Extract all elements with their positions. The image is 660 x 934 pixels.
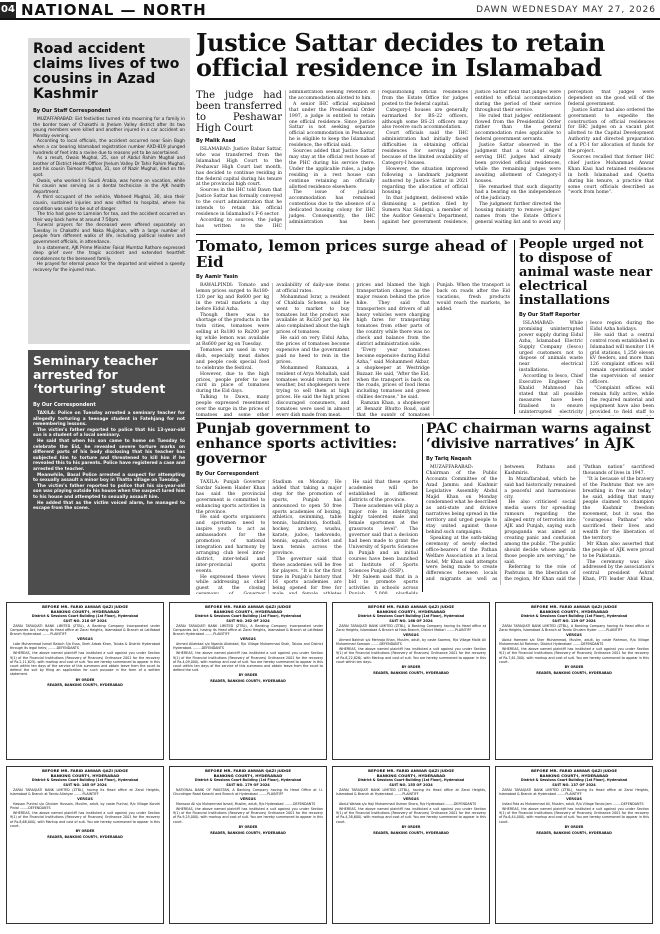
notice-vs: VERSUS xyxy=(77,797,93,802)
paragraph: He said that when his son came to home on Tuesday to celebrate the Eid, he revealed severe torture marks on different parts of his body disclosing that his teacher has subjected him to torture and threatened to kill him if he revealed this to his parents. Police have registered a case and arrested the teacher. xyxy=(33,438,185,472)
notice-vs: VERSUS xyxy=(77,637,93,642)
story-punjab-sports xyxy=(196,422,418,594)
notice-vs: VERSUS xyxy=(240,797,256,802)
paragraph: These academies will play a major role in identifying highly talented male and female sportsmen at the grassroots level”. The governor said that a decision had been made to grant the University of Sports Sciences in Punjab and an initial courses have been launched at Institute of Sports Sciences Punjab (ISSP). xyxy=(348,503,418,574)
paragraph: However, the situation improved following a landmark judgment authored by Justice Sattar in 2021 regarding the allocation of official housing. xyxy=(382,166,468,196)
notice-addr: District & Sessions Court Building (1st Floor), Hyderabad xyxy=(194,614,302,618)
notice-defendant: Ustad Fida as Muhammad Ali, Muslim, adult, R/o Village Tando Jam ........DEFENDANTS xyxy=(502,802,644,807)
paragraph: A third occupant of the vehicle, Waheed Mughal, 30, also their cousin, sustained injuries and was shifted to hospital, where his condition was said to be out of danger. xyxy=(33,195,185,212)
section-title: NATIONAL — NORTH xyxy=(21,1,207,19)
notice-suit: SUIT NO. 262 OF 2024 xyxy=(226,619,270,623)
paragraph: He prayed for eternal peace for the departed and wished a speedy recovery for the injured man. xyxy=(33,262,185,274)
notice-plaintiff: ZARAI TARAQIATI BANK LIMITED (ZTBL), having its Head office at Zarai Heights, Islamabad & Branch at Hyderabad ........PLAINTIFF xyxy=(336,788,486,797)
paragraph: However, due to the high prices, people prefer to use curd in place of tomatoes during the Eid days. xyxy=(196,371,270,395)
notice-vs: VERSUS xyxy=(240,637,256,642)
paragraph: prices and blamed the high transportation charges as the major reason behind the price hike. They said that transporters and drivers of all heavy vehicles were charging high fares for transporting tomatoes from other parts of the country while there was no check and balance from the district administration side. xyxy=(356,283,430,348)
notice-body: WHEREAS, the above named plaintiff has instituted a suit against you under Section 9(1) of the Financial Institutions (Recovery of Finances) Ordinance 2001 for the recovery of Rs.7,61,300/- with markup and cost of suit. You are hereby summoned to appear in this court. xyxy=(499,647,649,664)
paragraph: He said that these sports academies will be established in different districts of the province. xyxy=(348,480,418,503)
paragraph: TAXILA: Police on Tuesday arrested a seminary teacher for allegedly torturing a teenage student in Fatehjang for not remembering lessons. xyxy=(33,411,185,428)
byline: By Our Staff Reporter xyxy=(519,312,580,318)
byline: By Aamir Yasin xyxy=(196,274,238,280)
divider xyxy=(514,240,515,414)
paragraph: “It is because of the bravery of the Pashtuns that we are breathing in free air today,” he said, adding that many people claimed to champion the Kashmir freedom movement, but it was the “courageous Pathans” who sacrificed their lives and wealth for the liberation of the territory. xyxy=(582,476,654,541)
byline: By Our Correspondent xyxy=(33,402,96,408)
court-notice xyxy=(332,602,490,760)
notice-reader: READER, BANKING COURT-I, HYDERABAD xyxy=(536,670,612,675)
notice-addr: District & Sessions Court Building (1st Floor), Hyderabad xyxy=(357,614,465,618)
notice-suit: SUIT NO. 137 OF 2024 xyxy=(552,783,596,787)
court-notice xyxy=(6,602,164,760)
paragraph: Justice Sattar had also ordered the government to expedite the construction of official residences for IHC judges on a vacant plot allotted to the Capital Development Authority and directed preparation of a PC-I for allocation of funds for the project. xyxy=(568,107,654,155)
notice-court: BEFORE MR. FARID ANWAR QAZI JUDGE xyxy=(531,768,617,773)
notice-suit: SUIT NO. 129 OF 2024 xyxy=(552,619,596,623)
paragraph: He ruled that judges’ entitlement flowed from the Presidential Order rather than the general accommodation rules applicable to federal government servants. xyxy=(475,113,561,143)
paragraph: Referring to the role of Pashtuns in the liberation of the region, Mr Khan said the “Pathan nation” sacrificed thousands of lives in 1947. xyxy=(504,465,654,583)
paragraph: TAXILA: Punjab Governor Sardar Saleem Haider Khan has said the provincial government is committed to enhancing sports activities in the province. xyxy=(196,480,266,515)
court-notice xyxy=(169,766,327,924)
paragraph: Category-I houses are generally earmarked for BS-22 officers, although some BS-21 officers may also receive such accommodation. xyxy=(382,107,468,131)
notice-defendant: Late Muhammad Ismail Baloch S/o Essa, Sheh Arbab Khan, Taluka & District Hyderabad through its legal heirs; ........DEFENDANTS xyxy=(10,642,160,651)
headline: PAC chairman warns against ‘divisive narratives’ in AJK xyxy=(426,422,652,452)
deck: The judge had been transferred to Peshawar High Court xyxy=(196,90,282,134)
notice-reader: READER, BANKING COURT-I, HYDERABAD xyxy=(210,678,286,683)
paragraph: “Every year tomatoes become expensive during Eidul Azha,” said Mohammed Akbar, a shopkeeper at Westridge Bazaar. He said, “After the Eid, when the transport is back on the roads, prices of food items including tomatoes and green chillies decrease,” he said. xyxy=(356,347,430,401)
notice-reader: READER, BANKING COURT-I, HYDERABAD xyxy=(47,683,123,688)
story-animal-waste xyxy=(519,238,654,416)
notice-court: BEFORE MR. FARID ANWAR QAZI JUDGE xyxy=(368,604,454,609)
paragraph: He said on very Eidul Azha, the prices of tomatoes become expensive and the government paid no heed to rein in the prices. xyxy=(276,336,350,365)
divider xyxy=(422,424,423,592)
paragraph: ISLAMABAD: Justice Babar Sattar, who was transferred from the Islamabad High Court to the Peshawar High Court last month, has decided to continue residing in the federal capital during his tenure at the provincial high court. xyxy=(196,147,282,188)
notice-body: WHEREAS, the above named plaintiff has instituted a suit against you under Section 9(1) of the Financial Institutions (Recovery of Finances) Ordinance 2001 for the recovery of Rs.4,09,000/- with markup and cost of suit. You are hereby summoned to appear in this court within ten days of the service of this summons and obtain leave from the court to defend the suit. xyxy=(173,651,323,672)
notice-plaintiff: ZARAI TARAQIATI BANK LIMITED (ZTBL), A Banking Company having its Head office at Zarai Heights, Islamabad & Branch at Tando Ghulam Hyder ........PLAINTIFF xyxy=(499,624,649,633)
notice-plaintiff: ZARAI TARAQIATI BANK LIMITED (ZTBL), A Banking Company having its Head office at Zarai Heights, Islamabad & Branch at Hala Branch, District Matiari ........PLAINTIFF xyxy=(336,624,486,633)
notice-reader: READER, BANKING COURT-I, HYDERABAD xyxy=(210,830,286,835)
notice-court: BEFORE MR. FARID ANWAR QAZI JUDGE xyxy=(531,604,617,609)
court-notice xyxy=(495,602,653,760)
paragraph: Mr Khan also asserted that the people of AJK were proud to be Pakistanis. xyxy=(582,541,654,559)
notice-suit: SUIT NO. 155 OF 2024 xyxy=(389,783,433,787)
notice-defendant: Ahmed Allahdad s/o Nganio Allahdad, R/o Village Muhammad Shah, Taluka and District Hyderabad. ........DEFENDANTS xyxy=(173,642,323,651)
paragraph: Sources in the IHC told Dawn that Justice Sattar has formally conveyed to the court administration that he intends to retain his official residence in Islamabad’s F-6 sector. xyxy=(196,188,282,217)
paragraph: He remarked that such disparity had a bearing on the independence of the judiciary. xyxy=(475,184,561,202)
notice-addr: District & Sessions Court Building (1st Floor), Hyderabad xyxy=(357,778,465,782)
paragraph: Mohammad Israr, a resident of Chaklala Scheme, said he went to market to buy tomatoes but the product was available at Rs320 per kg. He also complained about the high prices of tomatoes. xyxy=(276,294,350,336)
paragraph: The victim’s father reported to police that his 13-year-old son is a student of a local seminary. xyxy=(33,427,185,439)
paragraph: Sources added that Justice Sattar may stay at the official rest house of the PHC during his service there. Under the applicable rules, a judge residing in a rest house can continue retaining an officially allotted residence elsewhere. xyxy=(289,149,375,190)
notice-plaintiff: ZARAI TARAQIATI BANK LIMITED (ZTBL), A Banking Company incorporated under Companies Act, having its Head office at Zarai Heights, Islamabad & Branch at Latifabad Branch Hyderabad ........PLAINTIFF xyxy=(10,624,160,637)
notice-order: BY ORDER xyxy=(75,829,95,834)
notice-vs: VERSUS xyxy=(403,797,419,802)
notice-order: BY ORDER xyxy=(401,825,421,830)
byline: By Malik Asad xyxy=(196,138,236,144)
notice-court2: BANKING COURT-I, HYDERABAD xyxy=(539,608,609,614)
notice-plaintiff: ZARAI TARAQIATI BANK LIMITED (ZTBL), having its Head office at Zarai Heights, Islamabad & Branch at Tando Allahyar ........PLAINTIFF xyxy=(10,788,160,797)
notice-court2: BANKING COURT-I, HYDERABAD xyxy=(213,608,283,614)
notice-defendant: Hassan Punhal s/o Ghulam Hussain, Muslim, adult, by caste Punhal, R/o Village Kondri Pinial ........DEFENDANTS xyxy=(10,802,160,811)
notice-body: WHEREAS, the above named plaintiff has instituted a suit against you under Section 9(1) of the Financial Institutions (Recovery of Finances) Ordinance 2001 for the recovery of Rs.4,38,600/- with markup and cost of suit. You are hereby summoned to appear in this court. xyxy=(336,807,486,824)
notice-vs: VERSUS xyxy=(566,797,582,802)
paragraph: A senior IHC official explained that under the Presidential Order 1997, a judge is entitled to retain one official residence. Since Justice Sattar is not seeking separate official accommodation in Peshawar, he is eligible to keep the Islamabad residence, the official said. xyxy=(289,101,375,149)
paragraph: In a statement, AJK Prime Minister Faisal Mumtaz Rathore expressed deep grief over the tragic accident and extended heartfelt condolences to the bereaved family. xyxy=(33,245,185,262)
notice-body: WHEREAS, the above named plaintiff has instituted a suit against you under Section 9(1) of the Financial Institutions (Recovery of Finances) Ordinance 2001 for the recovery of Rs.8,68,000/- with Markup and cost of suit. You are hereby summoned to appear in this court. xyxy=(10,811,160,828)
paragraph: ISLAMABAD: While promising uninterrupted power supply during Eidul Azha, Islamabad Electric Supply Company (Iesco) urged customers not to dispose of animals waste near electrical installations. xyxy=(519,321,583,374)
notice-suit: SUIT NO. 179 OF 2024 xyxy=(226,783,270,787)
notice-body: WHEREAS, the above named plaintiff has instituted a suit against you under Section 9(1) of the Financial Institutions (Recovery of Finances) Ordinance 2001 for the recovery of Rs.6,44,000/- with markup and cost of suit. You are hereby summoned to appear in this court. xyxy=(499,807,649,824)
notice-addr: District & Sessions Court Building (1st Floor), Hyderabad xyxy=(520,778,628,782)
notice-court2: BANKING COURT-I, HYDERABAD xyxy=(50,608,120,614)
paragraph: Ramzan Khan, a shopkeeper at Benazir Bhutto Road, said that the supply of tomatoes Punjab. When the transport is back on roads after the Eid vacations, fresh products would reach the markets, he added. xyxy=(356,283,510,416)
byline: By Tariq Naqash xyxy=(426,456,472,462)
notice-reader: READER, BANKING COURT-I, HYDERABAD xyxy=(536,830,612,835)
notice-defendant: Abdul Hameed s/o Sher Muhammad, Muslim, adult, by caste Rahmon, R/o Village Muhammad Ali Rahmon, District Hyderabad ........DEFENDANTS xyxy=(499,638,649,647)
notice-suit: SUIT NO. 168 OF 2024 xyxy=(389,619,433,623)
notice-court2: BANKING COURT-I, HYDERABAD xyxy=(50,772,120,778)
notice-order: BY ORDER xyxy=(564,665,584,670)
notice-addr: District & Sessions Court Building (1st Floor), Hyderabad xyxy=(31,778,139,782)
paragraph: Mr Saleem said that in a bid to promote sports activities in schools across xyxy=(348,574,418,592)
byline: By Our Staff Correspondent xyxy=(33,108,111,114)
paragraph: Though there was no shortage of the products in the twin cities, tomatoes were selling at Rs180 to Rs200 per kg while lemon was available at Rs600 per kg on Tuesday. xyxy=(196,312,270,348)
notice-reader: READER, BANKING COURT-I, HYDERABAD xyxy=(373,830,449,835)
paragraph: RAWALPINDI: Tomato and lemon prices surged to Rs180-120 per kg and Rs600 per kg in the retail markets a day before Eidul Azha. xyxy=(196,283,270,312)
byline: By Our Correspondent xyxy=(196,471,259,477)
notice-defendant: Abdul Wahab s/o Haji Muhammad Usman Shoro, R/o Hyderabad ........DEFENDANTS xyxy=(339,802,477,807)
paragraph: According to local officials, the accident occurred near Sain Bagh when a car bearing Islamabad registration number AXD-819 plunged hundreds of feet into a ravine due to reasons yet to be ascertained. xyxy=(33,139,185,156)
paragraph: Meanwhile, Basal Police arrested a suspect for attempting to sexually assault a minor boy in Thatta village on Tuesday. xyxy=(33,472,185,484)
story-tomato-prices xyxy=(196,238,510,416)
notice-body: WHEREAS, the above named plaintiff has instituted a suit against you under Section 9(1) of the Financial Institutions (Recovery of Finances) Ordinance 2001 for the recovery of Rs.2,11,625/- with markup and cost of suit. You are hereby summoned to appear in this court within ten days of the service of this summons and obtain leave from the court to defend the suit by filing an application for such purpose in the form of a written statement. xyxy=(10,651,160,676)
paragraph: He expressed these views while addressing as chief guest at the closing Stadium on Monday. He added that taking a major step for the promotion of sports, Punjab has announced to open 50 free sports academies of boxing, athletics, swimming, table tennis, badminton, football, hockey, archery, wushu, karate, judoo, taekwondo, tennis, squash, cricket and lawn tennis across the province. xyxy=(196,480,342,592)
paragraph: He also criticised social media users for spreading rumours regarding the alleged entry of terrorists into AJK and Punjab, saying such propaganda was aimed at creating panic and confusion among the public. “The public should decide whose agenda those people are serving,” he said. xyxy=(504,500,576,565)
notice-addr: District & Sessions Court Building (1st Floor), Hyderabad xyxy=(194,778,302,782)
paragraph: Speaking at the oath-taking ceremony of newly elected office-bearers of the Pathan Welfare Association at a local hotel, Mr Khan said attempts were being made to create differences between locals and migrants as well as between Pathans and Kashmiris. xyxy=(426,465,576,583)
notice-court: BEFORE MR. FARID ANWAR QAZI JUDGE xyxy=(205,768,291,773)
paragraph: He added that as the victim voiced alarm, he managed to escape from the scene. xyxy=(33,500,185,512)
notice-court: BEFORE MR. FARID ANWAR QAZI JUDGE xyxy=(42,768,128,773)
notice-court: BEFORE MR. FARID ANWAR QAZI JUDGE xyxy=(42,604,128,609)
headline: Punjab government to enhance sports activities: governor xyxy=(196,422,398,467)
divider xyxy=(196,418,654,419)
court-notices xyxy=(6,602,656,928)
notice-body: WHEREAS, the above named plaintiff has instituted a suit against you under Section 9(1) of the Financial Institutions (Recovery of Finances) Ordinance 2001 for the recovery of Rs.8,22,826/- with Markup and cost of suit. You are hereby summoned to appear in this court within ten days. xyxy=(336,647,486,664)
notice-court: BEFORE MR. FARID ANWAR QAZI JUDGE xyxy=(205,604,291,609)
paragraph: Sources recalled that former IHC chief justice Mohammad Anwar Khan Kasi had retained residences in both Islamabad and Quetta during his tenure, a practice that some court officials described as “work from home”. xyxy=(568,154,654,196)
notice-court2: BANKING COURT-I, HYDERABAD xyxy=(376,772,446,778)
notice-vs: VERSUS xyxy=(403,633,419,638)
paragraph: MUZAFFARABAD: Eid festivities turned into mourning for a family in the border town of Chakothi in Jhelum Valley district after its two young members were killed and another injured in a car accident on Monday evening. xyxy=(33,117,185,139)
notice-defendant: Ahmed Bakhsh s/o Mehraja Khan, Muslim, adult, by caste Soomro, R/o Village Malik Ali Muhammad Samoon ........DEFENDANTS xyxy=(336,638,486,647)
headline: Seminary teacher arrested for ‘torturing’ student xyxy=(33,353,166,396)
paragraph: Owais, who worked in Saudi Arabia, was home on vacation, while his cousin was serving as a dental technician in the AJK health department. xyxy=(33,178,185,195)
headline: People urged not to dispose of animal waste near electrical installations xyxy=(519,238,653,308)
paragraph: As a result, Owais Mughal, 25, son of Abdul Rahim Mughal and brother of District Health Officer Jhelum Valley Dr Tahir Rahim Mughal, and his cousin Taimoor Mughal, 31, son of Nazir Mughal, died on the spot. xyxy=(33,156,185,178)
story-road-accident xyxy=(28,38,190,344)
paragraph: In Muzaffarabad, which he said had historically remained a peaceful and harmonious city. xyxy=(504,476,576,500)
paragraph: MUZAFFARABAD: Chairman of the Public Accounts Committee of the Azad Jammu and Kashmir Legislative Assembly Abdul Majid Khan on Monday condemned what he described as anti-state and divisive narratives being spread in the territory and urged people to stay united against those behind such campaigns. xyxy=(426,465,498,535)
paragraph: He said sports organisers and sportsmen need to inspire youth to act as ambassadors for the promotion of national integration and harmony by arranging club level inter-district, inter-tehsil and inter-provincial sports events. xyxy=(196,515,266,574)
headline: Justice Sattar decides to retain official residence in Islamabad xyxy=(196,30,606,82)
paragraph: Justice Sattar observed in the judgment that a total of eight serving IHC judges had already been provided official residences, while the remaining judges were awaiting allotment of Category-I houses. xyxy=(475,143,561,184)
paragraph: The ceremony was also addressed by the association’s central president Ashraf Khan, PTI leader Abid Khan, xyxy=(582,559,654,583)
notice-plaintiff: NATIONAL BANK OF PAKISTAN, A Banking Company having its Head Office at I.I. Chundrigar Road Karachi and Branch at Hyderabad ........PLAINTIFF xyxy=(173,788,323,797)
paragraph: In that judgment, delivered while dismissing a petition filed by Sumera Naz Siddiqui, a member of the Auditor General’s Department, against her government residence, Justice Sattar held that judges were entitled to official accommodation during the period of their service throughout their service. xyxy=(382,90,561,225)
headline: Road accident claims lives of two cousins in Azad Kashmir xyxy=(33,41,180,102)
notice-reader: READER, BANKING COURT-I, HYDERABAD xyxy=(47,834,123,839)
notice-plaintiff: ZARAI TARAQIATI BANK LIMITED (ZTBL), A Banking Company incorporated under Companies Act, having its Head office at Zarai Heights, Islamabad & Branch at Latifabad Branch Hyderabad ........PLAINTIFF xyxy=(173,624,323,637)
notice-vs: VERSUS xyxy=(566,633,582,638)
notice-reader: READER, BANKING COURT-I, HYDERABAD xyxy=(373,670,449,675)
paragraph: “Complaint offices will remain fully active, while the required material and equipment have also been provided to field staff to xyxy=(590,385,654,415)
divider xyxy=(196,234,654,235)
notice-court2: BANKING COURT-I, HYDERABAD xyxy=(539,772,609,778)
notice-addr: District & Sessions Court Building (1st Floor), Hyderabad xyxy=(31,614,139,618)
story-pac-chairman xyxy=(426,422,654,594)
court-notice xyxy=(6,766,164,924)
notice-order: BY ORDER xyxy=(238,673,258,678)
notice-order: BY ORDER xyxy=(238,825,258,830)
notice-court2: BANKING COURT-I, HYDERABAD xyxy=(376,608,446,614)
paragraph: Talking to Dawn, many people expressed resentment over the surge in the prices of tomatoes and some other availability of daily-use items at official rates. xyxy=(196,283,350,416)
notice-suit: SUIT NO. 218 OF 2024 xyxy=(63,619,107,623)
notice-order: BY ORDER xyxy=(75,677,95,682)
paragraph: The trio had gone to Lamnian for tea, and the accident occurred on their way back home at around 7:50pm. xyxy=(33,212,185,223)
story-seminary-teacher xyxy=(28,350,190,595)
paragraph: Court officials said the IHC administration had initially faced difficulties in obtaining official residences for serving judges because of the limited availability of Category-I houses. xyxy=(382,131,468,166)
notice-addr: District & Sessions Court Building (1st Floor), Hyderabad xyxy=(520,614,628,618)
notice-order: BY ORDER xyxy=(401,665,421,670)
notice-plaintiff: ZARAI TARAQIATI BANK LIMITED (ZTBL), having its Head office at Zarai Heights, Islamabad & Branch at Hyderabad ........PLAINTIFF xyxy=(499,788,649,797)
paragraph: Mohammed Ramazan, a resident of Arya Mohallah, said tomatoes would return in hot weather, but shopkeepers were trying to sell them at high prices. He said the high prices discouraged consumers, and tomatoes were used in almost every dish made from meat. xyxy=(276,365,350,416)
paragraph: According to sources, the judge has written to the IHC administration seeking retention of the accommodation allotted to him. xyxy=(196,90,375,229)
paragraph: He said that a central control room established in Islamabad will monitor 114 grid stations, 1,250 eleven kV feeders, and more than 126 complaint offices will remain operational under the supervision of senior officers. xyxy=(590,332,654,386)
court-notice xyxy=(495,766,653,924)
paragraph: Funeral prayers for the deceased were offered separately on Tuesday in Chakothi and Naka Mujjohan, with a large number of people from different walks of life, including political leaders and government officials, in attendance. xyxy=(33,223,185,246)
court-notice xyxy=(332,766,490,924)
paragraph: According to Iesco, Chief Executive Engineer Ch Khalid Mahmood has stated that all possible measures have been finalised to ensure uninterrupted electricity Iesco region during the Eidul Azha holidays. xyxy=(519,321,654,415)
paragraph: The governor said that these academies will be free for players. “It is for the first time in Punjab’s history that 16 sports academies are being opened for free for xyxy=(272,556,342,592)
notice-court: BEFORE MR. FARID ANWAR QAZI JUDGE xyxy=(368,768,454,773)
notice-suit: SUIT NO. 185 OF 2024 xyxy=(63,783,107,787)
story-justice-sattar xyxy=(196,30,654,230)
court-notice xyxy=(169,602,327,760)
notice-court2: BANKING COURT-I, HYDERABAD xyxy=(213,772,283,778)
masthead xyxy=(0,0,660,20)
notice-body: WHEREAS, the above named plaintiff has instituted a suit against you under Section 9(1) of the Financial Institutions (Recovery of Finances) Ordinance 2001 for the recovery of Rs.9,25,000/- with markup and cost of suit. You are hereby summoned to appear in this court. xyxy=(173,807,323,824)
dateline: DAWN WEDNESDAY MAY 27, 2026 xyxy=(476,5,656,15)
paragraph: The victim’s father reported to police that his six-year-old son was playing outside his house when the suspect lured him to his house and attempted to sexually assault him. xyxy=(33,483,185,500)
headline: Tomato, lemon prices surge ahead of Eid xyxy=(196,238,507,271)
notice-defendant: Mansoor Ali s/o Muhammad Ismail, Muslim, adult, R/o Hyderabad ........DEFENDANTS xyxy=(176,802,316,807)
notice-order: BY ORDER xyxy=(564,825,584,830)
paragraph: Tomatoes are used in very dish, especially meat dishes and people cook special food to celebrate the festival. xyxy=(196,347,270,371)
page-number: 04 xyxy=(0,2,16,18)
paragraph: The issue of judicial accommodation has remained contentious due to the absence of a dedicated housing colony for IHC judges. Consequently, the IHC administration has been requisitioning official residences from the Estate Office for judges posted to the federal capital. xyxy=(289,90,468,225)
paragraph: The judgment further directed the housing ministry to remove judges’ names from the Estate Office’s general waiting list and to avoid any perception that judges were dependent on the good will of the federal government. xyxy=(475,90,654,225)
